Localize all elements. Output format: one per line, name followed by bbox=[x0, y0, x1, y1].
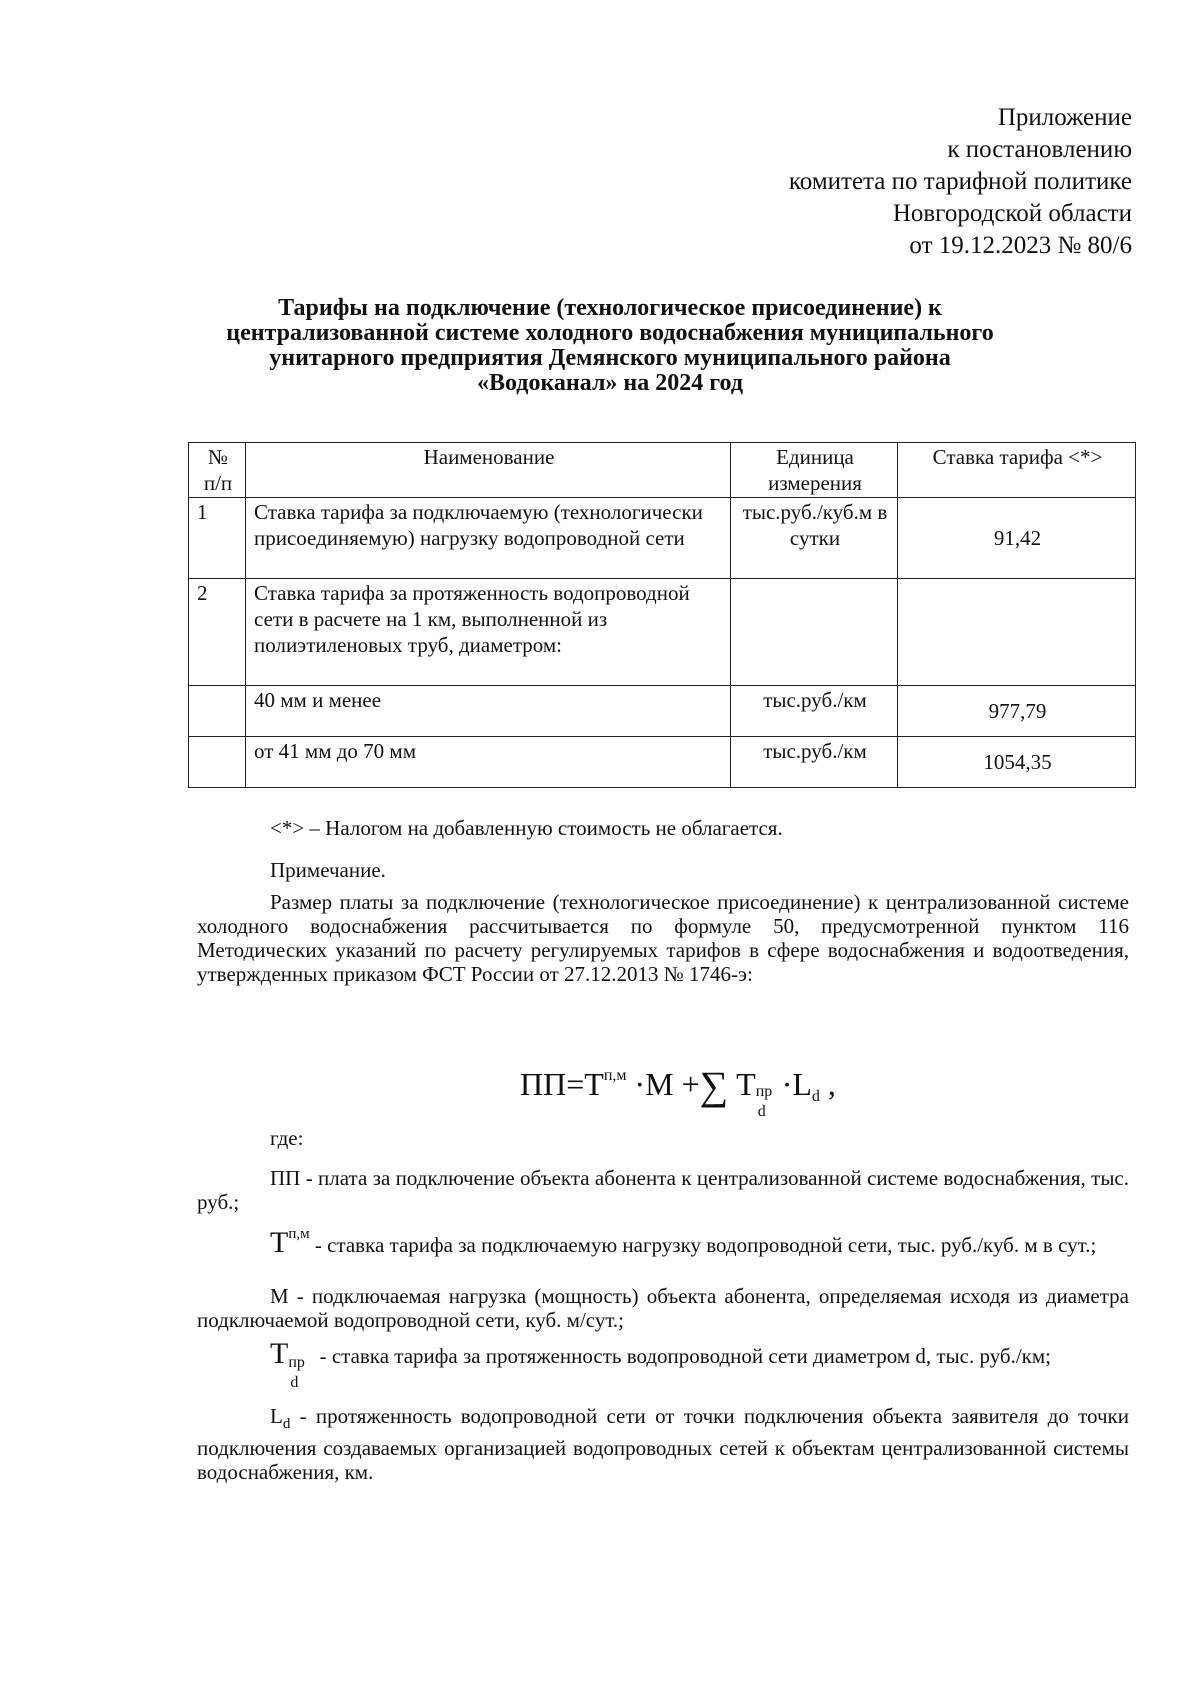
row-rate: 1054,35 bbox=[898, 737, 1136, 788]
row-rate: 91,42 bbox=[898, 498, 1136, 579]
formula-lhs: ПП bbox=[520, 1066, 567, 1102]
row-unit: тыс.руб./км bbox=[731, 737, 898, 788]
sum-symbol: ∑ bbox=[699, 1063, 729, 1108]
row-num: 1 bbox=[189, 498, 246, 579]
tpm-symbol: T bbox=[270, 1226, 289, 1259]
appendix-block bbox=[789, 102, 1132, 262]
formula-m: ·M bbox=[634, 1066, 674, 1102]
definition-pp: ПП - плата за подключение объекта абонента к централизованной системе водоснабжения, тыс. руб.; bbox=[197, 1166, 1129, 1214]
header-unit: Единица измерения bbox=[731, 443, 898, 498]
formula-t2: T bbox=[736, 1066, 756, 1102]
td-sup: пр bbox=[288, 1354, 305, 1371]
td-sub: d bbox=[290, 1374, 299, 1391]
td-symbol: T bbox=[270, 1337, 289, 1370]
formula-t: T bbox=[584, 1066, 604, 1102]
appendix-line: Приложение bbox=[997, 104, 1132, 131]
definition-td bbox=[197, 1337, 1129, 1391]
table-row bbox=[189, 498, 1136, 579]
definition-ld bbox=[197, 1404, 1129, 1484]
row-name: 40 мм и менее bbox=[246, 686, 731, 737]
formula-eq: = bbox=[566, 1066, 585, 1102]
table-row bbox=[189, 737, 1136, 788]
formula-t2-sub: d bbox=[757, 1103, 766, 1120]
ld-sub: d bbox=[282, 1416, 291, 1433]
formula-l-sub: d bbox=[811, 1088, 820, 1105]
row-name: Ставка тарифа за подключаемую (технологически присоединяемую) нагрузку водопроводной сети bbox=[246, 498, 731, 579]
appendix-line: к постановлению bbox=[947, 136, 1132, 163]
footnote: <*> – Налогом на добавленную стоимость не облагается. bbox=[270, 816, 783, 840]
appendix-line: Новгородской области bbox=[892, 200, 1132, 227]
appendix-line: комитета по тарифной политике bbox=[788, 168, 1132, 195]
formula bbox=[520, 1062, 836, 1120]
td-text: - ставка тарифа за протяженность водопроводной сети диаметром d, тыс. руб./км; bbox=[314, 1344, 1052, 1368]
tariff-table bbox=[188, 442, 1136, 788]
definition-m: M - подключаемая нагрузка (мощность) объекта абонента, определяемая исходя из диаметра подключаемой водопроводной сети, куб. м/сут.; bbox=[197, 1284, 1129, 1332]
table-row bbox=[189, 579, 1136, 686]
ld-text: - протяженность водопроводной сети от точки подключения объекта заявителя до точки подключения создаваемых организацией водопроводных сетей к объектам централизованной системы водоснабжения, км. bbox=[197, 1404, 1129, 1485]
row-unit: тыс.руб./куб.м в сутки bbox=[731, 498, 898, 579]
formula-l: ·L bbox=[781, 1066, 812, 1102]
formula-t-sup: п,м bbox=[603, 1067, 627, 1084]
ld-symbol: L bbox=[270, 1404, 283, 1428]
note-paragraph: Размер платы за подключение (технологическое присоединение) к централизованной системе холодного водоснабжения рассчитывается по формуле 50, предусмотренной пунктом 116 Методических указаний по расчету регулируемых тарифов в сфере водоснабжения и водоотведения, утвержденных приказом ФСТ России от 27.12.2013 № 1746-э: bbox=[197, 890, 1129, 986]
row-num: 2 bbox=[189, 579, 246, 686]
table-header-row bbox=[189, 443, 1136, 498]
title-line: Тарифы на подключение (технологическое присоединение) к bbox=[278, 295, 942, 321]
row-unit: тыс.руб./км bbox=[731, 686, 898, 737]
note-heading: Примечание. bbox=[270, 858, 386, 882]
tpm-text: - ставка тарифа за подключаемую нагрузку водопроводной сети, тыс. руб./куб. м в сут.; bbox=[309, 1233, 1097, 1257]
definition-tpm bbox=[197, 1222, 1129, 1257]
formula-plus: + bbox=[681, 1066, 700, 1102]
header-rate: Ставка тарифа <*> bbox=[898, 443, 1136, 498]
row-num bbox=[189, 737, 246, 788]
formula-t2-sup: пр bbox=[755, 1083, 773, 1100]
row-num bbox=[189, 686, 246, 737]
header-num: № п/п bbox=[189, 443, 246, 498]
row-name: Ставка тарифа за протяженность водопроводной сети в расчете на 1 км, выполненной из полиэтиленовых труб, диаметром: bbox=[246, 579, 731, 686]
where-label: где: bbox=[270, 1126, 304, 1150]
title-line: централизованной системе холодного водоснабжения муниципального bbox=[226, 320, 994, 346]
row-unit bbox=[731, 579, 898, 686]
title-line: унитарного предприятия Демянского муниципального района bbox=[269, 345, 951, 371]
document-title bbox=[180, 296, 1040, 396]
formula-comma: , bbox=[827, 1066, 836, 1102]
table-row bbox=[189, 686, 1136, 737]
appendix-line: от 19.12.2023 № 80/6 bbox=[909, 232, 1132, 259]
row-rate: 977,79 bbox=[898, 686, 1136, 737]
tpm-sup: п,м bbox=[288, 1226, 310, 1242]
row-name: от 41 мм до 70 мм bbox=[246, 737, 731, 788]
row-rate bbox=[898, 579, 1136, 686]
header-name: Наименование bbox=[246, 443, 731, 498]
title-line: «Водоканал» на 2024 год bbox=[476, 370, 743, 396]
